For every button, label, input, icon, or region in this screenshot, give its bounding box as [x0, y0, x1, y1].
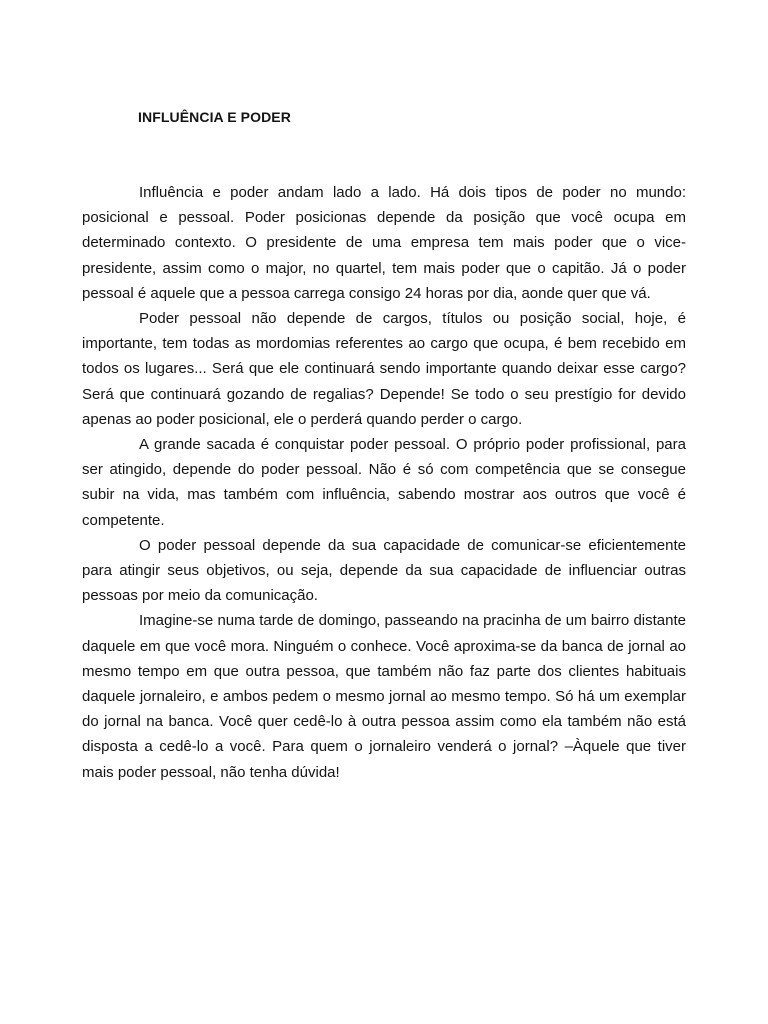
document-title: INFLUÊNCIA E PODER [138, 109, 291, 125]
paragraph-1: Influência e poder andam lado a lado. Há dois tipos de poder no mundo: posicional e pessoal. Poder posicionas depende da posição que você ocupa em determinado contexto. O presidente de uma empresa tem mais poder que o vice-presidente, assim como o major, no quartel, tem mais poder que o capitão. Já o poder pessoal é aquele que a pessoa carrega consigo 24 horas por dia, aonde quer que vá. [82, 184, 686, 302]
paragraph-4: O poder pessoal depende da sua capacidade de comunicar-se eficientemente para atingir seus objetivos, ou seja, depende da sua capacidade de influenciar outras pessoas por meio da comunicação. [82, 536, 686, 605]
paragraph-3: A grande sacada é conquistar poder pessoal. O próprio poder profissional, para ser atingido, depende do poder pessoal. Não é só com competência que se consegue subir na vida, mas também com influência, sabendo mostrar aos outros que você é competente. [82, 436, 686, 529]
paragraph-2: Poder pessoal não depende de cargos, títulos ou posição social, hoje, é importante, tem todas as mordomias referentes ao cargo que ocupa, é bem recebido em todos os lugares... Será que ele continuará sendo importante quando deixar esse cargo? Será que continuará gozando de regalias? Depende! Se todo o seu prestígio for devido apenas ao poder posicional, ele o perderá quando perder o cargo. [82, 310, 686, 428]
document-body [82, 180, 686, 785]
paragraph-5: Imagine-se numa tarde de domingo, passeando na pracinha de um bairro distante daquele em que você mora. Ninguém o conhece. Você aproxima-se da banca de jornal ao mesmo tempo em que outra pessoa, que também não faz parte dos clientes habituais daquele jornaleiro, e ambos pedem o mesmo jornal ao mesmo tempo. Só há um exemplar do jornal na banca. Você quer cedê-lo à outra pessoa assim como ela também não está disposta a cedê-lo a você. Para quem o jornaleiro venderá o jornal? –Àquele que tiver mais poder pessoal, não tenha dúvida! [82, 612, 686, 781]
